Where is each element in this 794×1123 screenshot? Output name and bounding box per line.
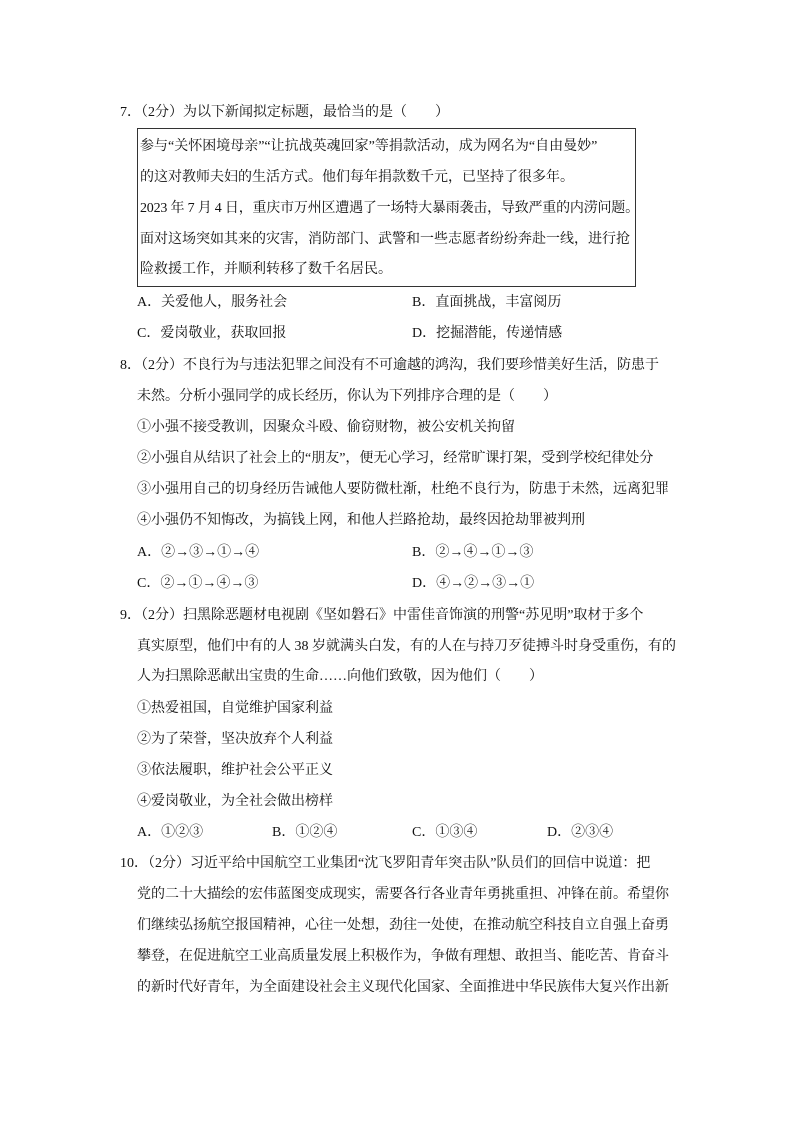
option-d: D．②③④ bbox=[547, 825, 614, 840]
option-a: A．①②③ bbox=[137, 825, 204, 840]
question-10-stem: 攀登，在促进航空工业高质量发展上积极作为，争做有理想、敢担当、能吃苦、肯奋斗 bbox=[137, 949, 669, 964]
question-7-stem: 7．（2分）为以下新闻拟定标题，最恰当的是（ ） bbox=[120, 105, 449, 120]
question-9-stem: 人为扫黑除恶献出宝贵的生命……向他们致敬，因为他们（ ） bbox=[137, 669, 543, 684]
option-a: A．②→③→①→④ bbox=[137, 545, 260, 560]
statement-1: ①小强不接受教训，因聚众斗殴、偷窃财物，被公安机关拘留 bbox=[137, 420, 515, 435]
option-d: D．挖掘潜能，传递情感 bbox=[412, 326, 563, 341]
option-d: D．④→②→③→① bbox=[412, 576, 535, 591]
question-8-stem: 未然。分析小强同学的成长经历，你认为下列排序合理的是（ ） bbox=[137, 389, 557, 404]
question-10-stem: 们继续弘扬航空报国精神，心往一处想，劲往一处使，在推动航空科技自立自强上奋勇 bbox=[137, 918, 669, 933]
statement-4: ④爱岗敬业，为全社会做出榜样 bbox=[137, 794, 333, 809]
statement-2: ②为了荣誉，坚决放弃个人利益 bbox=[137, 732, 333, 747]
material-line: 2023 年 7 月 4 日，重庆市万州区遭遇了一场特大暴雨袭击，导致严重的内涝问题。 bbox=[140, 201, 639, 216]
question-10-stem: 的新时代好青年，为全面建设社会主义现代化国家、全面推进中华民族伟大复兴作出新 bbox=[137, 980, 669, 995]
option-a: A．关爱他人，服务社会 bbox=[137, 295, 288, 310]
material-line: 的这对教师夫妇的生活方式。他们每年捐款数千元，已坚持了很多年。 bbox=[140, 170, 574, 185]
statement-3: ③小强用自己的切身经历告诫他人要防微杜渐，杜绝不良行为，防患于未然，远离犯罪 bbox=[137, 482, 669, 497]
option-c: C．②→①→④→③ bbox=[137, 576, 259, 591]
option-b: B．②→④→①→③ bbox=[412, 545, 534, 560]
question-9-stem: 9．（2分）扫黑除恶题材电视剧《坚如磐石》中雷佳音饰演的刑警“苏见明”取材于多个 bbox=[120, 608, 644, 623]
option-c: C．爱岗敬业，获取回报 bbox=[137, 326, 287, 341]
statement-4: ④小强仍不知悔改，为搞钱上网，和他人拦路抢劫，最终因抢劫罪被判刑 bbox=[137, 513, 585, 528]
question-10-stem: 党的二十大描绘的宏伟蓝图变成现实，需要各行各业青年勇挑重担、冲锋在前。希望你 bbox=[137, 887, 669, 902]
option-b: B．直面挑战，丰富阅历 bbox=[412, 295, 562, 310]
statement-2: ②小强自从结识了社会上的“朋友”，便无心学习，经常旷课打架，受到学校纪律处分 bbox=[137, 451, 654, 466]
statement-3: ③依法履职，维护社会公平正义 bbox=[137, 763, 333, 778]
option-c: C．①③④ bbox=[412, 825, 478, 840]
question-10-stem: 10．（2分）习近平给中国航空工业集团“沈飞罗阳青年突击队”队员们的回信中说道：把 bbox=[120, 856, 651, 871]
question-9-stem: 真实原型，他们中有的人 38 岁就满头白发，有的人在与持刀歹徒搏斗时身受重伤，有的 bbox=[137, 639, 676, 654]
statement-1: ①热爱祖国，自觉维护国家利益 bbox=[137, 701, 333, 716]
question-8-stem: 8．（2分）不良行为与违法犯罪之间没有不可逾越的鸿沟，我们要珍惜美好生活，防患于 bbox=[120, 358, 659, 373]
material-line: 险救援工作，并顺利转移了数千名居民。 bbox=[140, 262, 392, 277]
material-line: 参与“关怀困境母亲”“让抗战英魂回家”等捐款活动，成为网名为“自由曼妙” bbox=[140, 139, 598, 154]
option-b: B．①②④ bbox=[272, 825, 338, 840]
material-line: 面对这场突如其来的灾害，消防部门、武警和一些志愿者纷纷奔赴一线，进行抢 bbox=[140, 232, 630, 247]
